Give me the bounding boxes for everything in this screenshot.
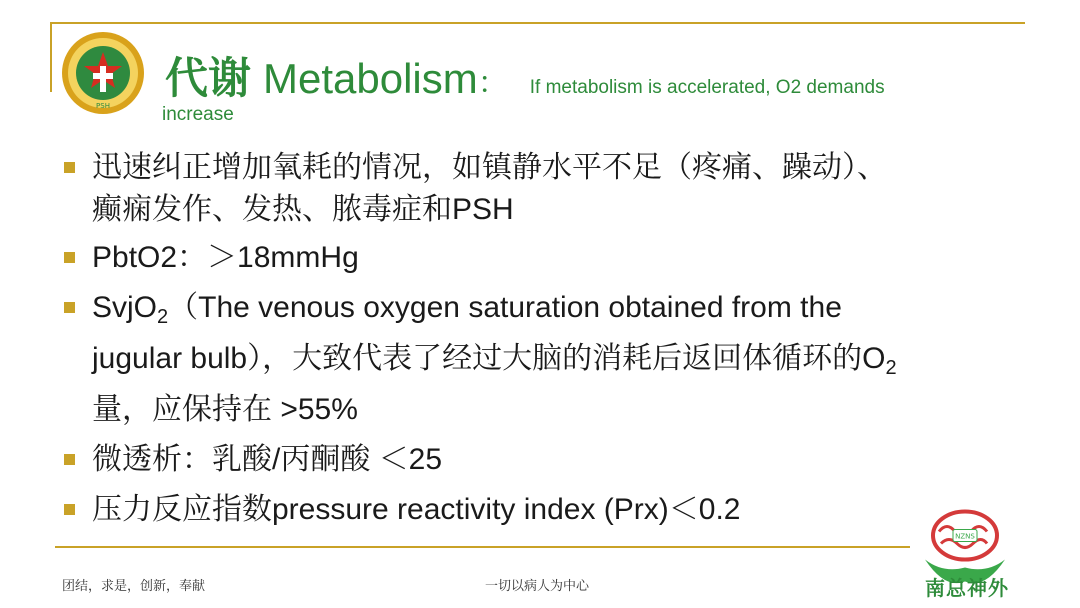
bullet-1-line-1: 迅速纠正增加氧耗的情况，如镇静水平不足（疼痛、躁动）、: [92, 151, 887, 184]
o2-subscript: 2: [885, 357, 897, 379]
department-name: 南总神外: [925, 576, 1009, 600]
bullet-4-text: 微透析：乳酸/丙酮酸 ＜25: [92, 443, 443, 476]
title-subtitle-continued: increase: [162, 104, 234, 125]
bullet-3-line-1-rest: （The venous oxygen saturation obtained from the: [168, 291, 842, 324]
bullet-2-text: PbtO2：＞18mmHg: [92, 241, 359, 274]
bullet-square-icon: [64, 454, 75, 465]
brand-badge-text: NZNS: [955, 532, 975, 541]
bullet-item: [62, 287, 1042, 431]
bullet-3-line-2: [92, 338, 1042, 389]
bullet-item: [62, 147, 1042, 231]
bullet-item: [62, 237, 1042, 279]
svjo-subscript: 2: [157, 306, 169, 328]
bullet-1-line-2: 癫痫发作、发热、脓毒症和PSH: [92, 193, 514, 226]
bullet-square-icon: [64, 504, 75, 515]
footer-motto: 团结，求是，创新，奉献: [62, 579, 206, 594]
top-rule: [50, 22, 1025, 24]
bullet-square-icon: [64, 162, 75, 173]
bullet-3-line-2-text: jugular bulb），大致代表了经过大脑的消耗后返回体循环的O: [92, 342, 886, 375]
bullet-item: [62, 489, 1042, 531]
bullet-square-icon: [64, 252, 75, 263]
hospital-logo-icon: [60, 30, 146, 116]
bullet-item: [62, 439, 1042, 481]
bullet-3-line-1: [92, 287, 1042, 338]
top-left-rule: [50, 22, 52, 92]
bullet-list: [62, 147, 1042, 539]
svjo-label: SvjO: [92, 291, 158, 324]
logo-ring-text: PSH: [96, 102, 110, 110]
title-english: Metabolism: [263, 55, 478, 102]
slide-title: [165, 45, 1045, 106]
title-chinese: 代谢: [165, 55, 251, 103]
bullet-square-icon: [64, 302, 75, 313]
bullet-5-text: 压力反应指数pressure reactivity index (Prx)＜0.2: [92, 493, 741, 526]
bullet-3-line-3: 量，应保持在 >55%: [92, 393, 358, 426]
title-colon: ：: [477, 67, 508, 100]
footer-slogan: 一切以病人为中心: [485, 579, 590, 594]
title-subtitle: If metabolism is accelerated, O2 demands: [529, 77, 885, 98]
bottom-rule: [55, 546, 910, 548]
